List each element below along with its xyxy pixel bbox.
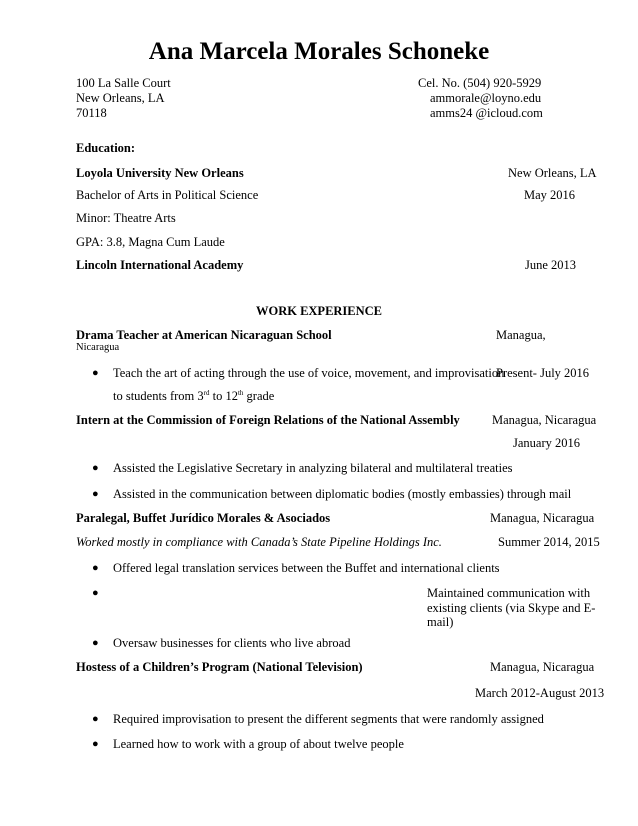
job1-dates: Present- July 2016 xyxy=(496,366,590,380)
job4-dates: March 2012-August 2013 xyxy=(475,686,605,700)
address-zip: 70118 xyxy=(76,106,107,120)
job2-title: Intern at the Commission of Foreign Relations of the National Assembly xyxy=(76,413,460,427)
gpa: GPA: 3.8, Magna Cum Laude xyxy=(76,235,225,249)
bullet-icon: ● xyxy=(92,637,99,649)
job4-title: Hostess of a Children’s Program (National Television) xyxy=(76,660,363,674)
job2-bullet1: Assisted the Legislative Secretary in analyzing bilateral and multilateral treaties xyxy=(113,461,513,475)
job1-title: Drama Teacher at American Nicaraguan School xyxy=(76,328,332,342)
minor: Minor: Theatre Arts xyxy=(76,211,176,225)
job3-bullet3: Oversaw businesses for clients who live abroad xyxy=(113,636,351,650)
bullet-icon: ● xyxy=(92,738,99,750)
email-primary: ammorale@loyno.edu xyxy=(430,91,542,105)
school-loyola: Loyola University New Orleans xyxy=(76,166,244,180)
address-line2: New Orleans, LA xyxy=(76,91,165,105)
address-line1: 100 La Salle Court xyxy=(76,76,171,90)
job3-dates: Summer 2014, 2015 xyxy=(498,535,600,549)
degree: Bachelor of Arts in Political Science xyxy=(76,188,259,202)
job4-bullet2: Learned how to work with a group of about twelve people xyxy=(113,737,404,751)
degree-date: May 2016 xyxy=(524,188,576,202)
job2-location: Managua, Nicaragua xyxy=(492,413,597,427)
job3-bullet2-line3: mail) xyxy=(427,615,454,629)
job1-bullet1: Teach the art of acting through the use of voice, movement, and improvisation xyxy=(113,366,505,380)
bullet-icon: ● xyxy=(92,587,99,599)
education-heading: Education: xyxy=(76,141,136,155)
job1-location: Managua, xyxy=(496,328,546,342)
job3-bullet1: Offered legal translation services between the Buffet and international clients xyxy=(113,561,500,575)
job3-title: Paralegal, Buffet Jurídico Morales & Asociados xyxy=(76,511,331,525)
phone-number: Cel. No. (504) 920-5929 xyxy=(418,76,542,90)
job1-location-wrap: Nicaragua xyxy=(76,342,120,353)
bullet-icon: ● xyxy=(92,713,99,725)
bullet-icon: ● xyxy=(92,367,99,379)
email-secondary: amms24 @icloud.com xyxy=(430,106,543,120)
job3-location: Managua, Nicaragua xyxy=(490,511,595,525)
bullet-icon: ● xyxy=(92,488,99,500)
work-experience-heading: WORK EXPERIENCE xyxy=(255,304,383,318)
job2-date: January 2016 xyxy=(513,436,580,450)
job3-bullet2-line2: existing clients (via Skype and E- xyxy=(427,601,596,615)
job4-bullet1: Required improvisation to present the different segments that were randomly assigned xyxy=(113,712,544,726)
job2-bullet2: Assisted in the communication between diplomatic bodies (mostly embassies) through mail xyxy=(113,487,572,501)
school-loyola-location: New Orleans, LA xyxy=(508,166,597,180)
school-lincoln-date: June 2013 xyxy=(525,258,577,272)
job1-bullet1-continued: to students from 3rd to 12th grade xyxy=(113,388,275,403)
bullet-icon: ● xyxy=(92,562,99,574)
job3-subtitle: Worked mostly in compliance with Canada’s State Pipeline Holdings Inc. xyxy=(76,535,442,549)
bullet-icon: ● xyxy=(92,462,99,474)
resume-name: Ana Marcela Morales Schoneke xyxy=(148,38,490,65)
job4-location: Managua, Nicaragua xyxy=(490,660,595,674)
job3-bullet2-line1: Maintained communication with xyxy=(427,586,591,600)
school-lincoln: Lincoln International Academy xyxy=(76,258,244,272)
